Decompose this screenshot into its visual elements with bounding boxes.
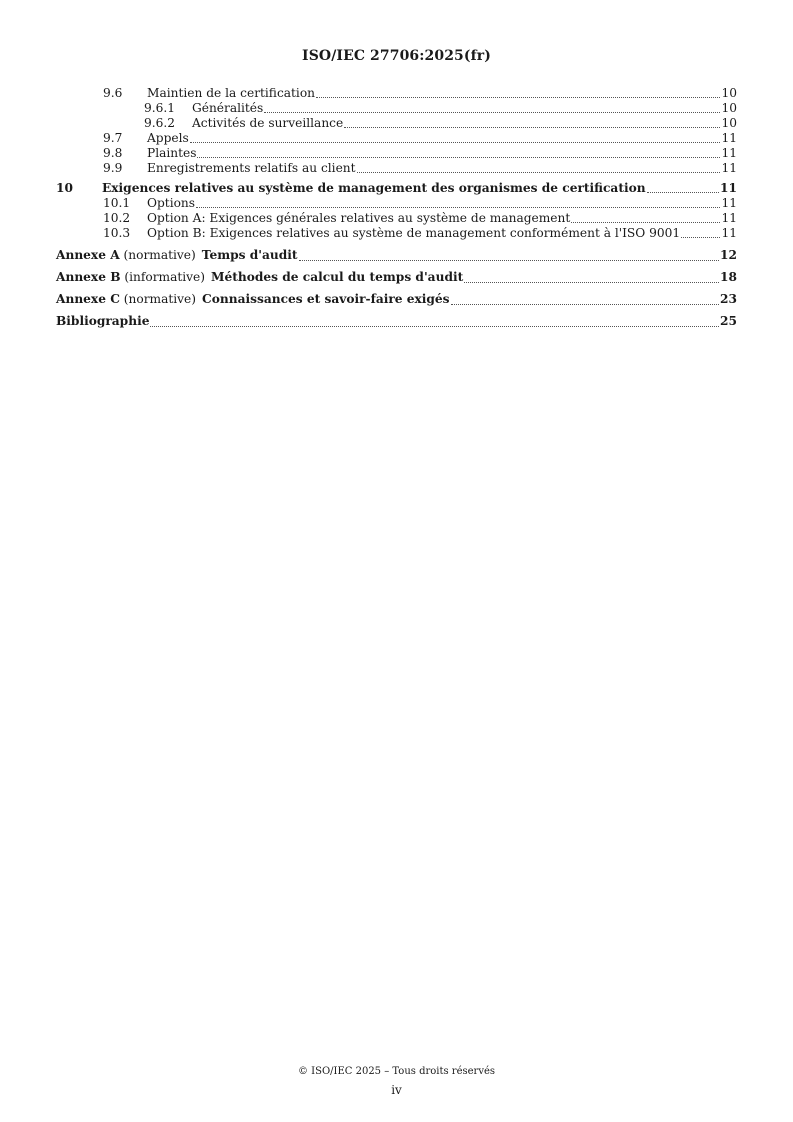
toc-entry-page: 11 [721, 226, 737, 240]
annex-label: Annexe C [56, 292, 120, 306]
page-number: iv [391, 1083, 402, 1097]
document-header: ISO/IEC 27706:2025(fr) [302, 48, 491, 64]
toc-entry-page: 11 [721, 196, 737, 210]
toc-entry-9-8[interactable] [56, 146, 737, 161]
table-of-contents [56, 86, 737, 330]
annex-title: Connaissances et savoir-faire exigés [202, 292, 450, 306]
toc-entry-9-6-1[interactable] [56, 101, 737, 116]
toc-entry-title: Option A: Exigences générales relatives au système de management [147, 211, 571, 225]
annex-title: Temps d'audit [201, 248, 298, 262]
toc-entry-number: 9.8 [103, 146, 123, 160]
toc-annex-c[interactable] [56, 291, 737, 308]
toc-entry-title: Activités de surveillance [192, 116, 344, 130]
dot-leader [150, 326, 719, 327]
toc-entry-number: 10.1 [103, 196, 131, 210]
toc-entry-number: 9.7 [103, 131, 123, 145]
toc-entry-page: 10 [721, 116, 737, 130]
dot-leader [264, 112, 720, 113]
dot-leader [451, 304, 719, 305]
dot-leader [571, 222, 720, 223]
annex-label: Annexe A [56, 248, 120, 262]
toc-entry-title: Enregistrements relatifs au client [147, 161, 356, 175]
toc-entry-number: 9.6.1 [144, 101, 176, 115]
dot-leader [299, 260, 720, 261]
toc-entry-number: 10.2 [103, 211, 131, 225]
toc-entry-10[interactable] [56, 181, 737, 196]
annex-kind: (informative) [124, 270, 206, 284]
toc-entry-9-7[interactable] [56, 131, 737, 146]
bibliography-title: Bibliographie [56, 314, 150, 328]
toc-entry-page: 11 [721, 211, 737, 225]
dot-leader [197, 157, 720, 158]
toc-entry-number: 9.6 [103, 86, 123, 100]
toc-entry-title: Exigences relatives au système de management des organismes de certification [102, 181, 646, 195]
toc-entry-number: 10.3 [103, 226, 131, 240]
annex-kind: (normative) [123, 292, 197, 306]
toc-entry-title: Plaintes [147, 146, 197, 160]
toc-entry-title: Option B: Exigences relatives au système de management conformément à l'ISO 9001 [147, 226, 681, 240]
toc-entry-9-9[interactable] [56, 161, 737, 176]
annex-label: Annexe B [56, 270, 121, 284]
dot-leader [647, 192, 719, 193]
toc-entry-page: 25 [720, 314, 737, 328]
annex-kind: (normative) [123, 248, 196, 262]
toc-entry-title: Maintien de la certification [147, 86, 316, 100]
dot-leader [196, 207, 720, 208]
toc-entry-page: 11 [721, 131, 737, 145]
toc-entry-number: 9.6.2 [144, 116, 176, 130]
toc-entry-page: 12 [720, 248, 737, 262]
dot-leader [681, 237, 720, 238]
toc-annex-b[interactable] [56, 269, 737, 286]
dot-leader [357, 172, 721, 173]
copyright-notice: © ISO/IEC 2025 – Tous droits réservés [297, 1066, 496, 1077]
toc-entry-10-3[interactable] [56, 226, 737, 241]
toc-entry-page: 11 [721, 161, 737, 175]
toc-entry-title: Appels [147, 131, 189, 145]
dot-leader [316, 97, 720, 98]
dot-leader [464, 282, 719, 283]
toc-entry-10-2[interactable] [56, 211, 737, 226]
toc-entry-9-6[interactable] [56, 86, 737, 101]
toc-bibliography[interactable] [56, 313, 737, 330]
toc-annex-a[interactable] [56, 247, 737, 264]
toc-entry-10-1[interactable] [56, 196, 737, 211]
toc-entry-number: 10 [56, 181, 73, 195]
toc-entry-page: 10 [721, 86, 737, 100]
toc-entry-9-6-2[interactable] [56, 116, 737, 131]
toc-entry-title: Options [147, 196, 196, 210]
toc-entry-number: 9.9 [103, 161, 123, 175]
toc-entry-page: 11 [720, 181, 737, 195]
dot-leader [190, 142, 721, 143]
toc-entry-title: Généralités [192, 101, 264, 115]
toc-entry-page: 18 [720, 270, 737, 284]
annex-title: Méthodes de calcul du temps d'audit [211, 270, 464, 284]
toc-entry-page: 11 [721, 146, 737, 160]
toc-entry-page: 10 [721, 101, 737, 115]
toc-entry-page: 23 [720, 292, 737, 306]
dot-leader [344, 127, 720, 128]
